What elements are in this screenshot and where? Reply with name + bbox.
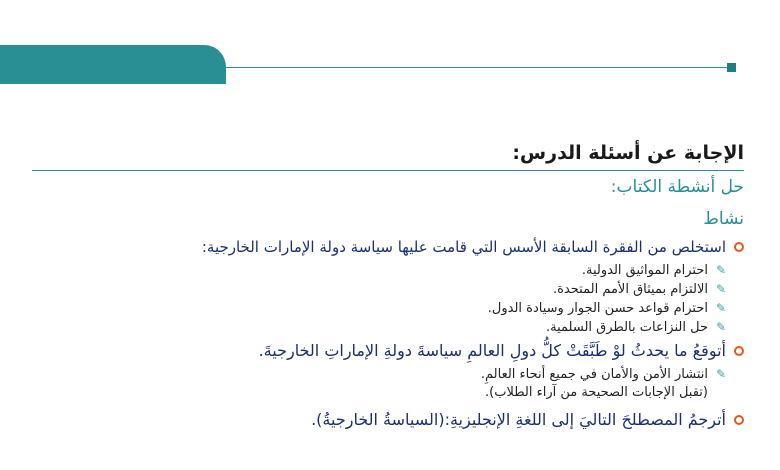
section-title: الإجابة عن أسئلة الدرس:: [32, 138, 744, 171]
activities-subtitle: حل أنشطة الكتاب:: [610, 177, 744, 197]
answer-item: ✎ انتشار الأمن والأمان في جميع أنحاء العالمِ.: [480, 367, 726, 382]
question-2: [32, 339, 744, 363]
header-rule: [226, 67, 730, 68]
question-3: [32, 408, 744, 432]
lesson-answers: [32, 138, 744, 432]
answer-item: ✎ احترام قواعد حسن الجوار وسيادة الدول.: [487, 301, 726, 316]
check-pencil-icon: ✎: [715, 367, 726, 381]
question-2-text: أتوقعُ ما يحدثُ لوْ طَبَّقَتْ كلُّ دولِ العالمِ سياسةَ دولةِ الإماراتِ الخارجيةَ.: [258, 341, 726, 360]
header-rule-end-square: [727, 63, 736, 72]
question-3-text: أترجمُ المصطلحَ التاليَ إلى اللغةِ الإنجليزيةِ:(السياسةُ الخارجيةُ).: [311, 410, 726, 429]
check-pencil-icon: ✎: [715, 282, 726, 296]
circle-bullet-icon: [734, 346, 744, 356]
question-1: [32, 235, 744, 259]
answer-item: ✎ الالتزام بميثاق الأمم المتحدة.: [553, 282, 726, 297]
circle-bullet-icon: [734, 415, 744, 425]
answer-item: ✎ احترام المواثيق الدولية.: [581, 263, 726, 278]
check-pencil-icon: ✎: [715, 301, 726, 315]
question-1-answers: [32, 261, 744, 337]
check-pencil-icon: ✎: [715, 263, 726, 277]
check-pencil-icon: ✎: [715, 320, 726, 334]
answer-note: (تقبل الإجابات الصحيحة من آراء الطلاب).: [485, 385, 708, 400]
question-2-answers: [32, 365, 744, 384]
question-1-text: استخلص من الفقرة السابقة الأسس التي قامت عليها سياسة دولة الإمارات الخارجية:: [201, 238, 726, 256]
answer-item: ✎ حل النزاعات بالطرق السلمية.: [546, 320, 726, 335]
header-tab-band: [0, 45, 226, 84]
circle-bullet-icon: [734, 242, 744, 252]
activity-label: نشاط: [703, 209, 744, 229]
